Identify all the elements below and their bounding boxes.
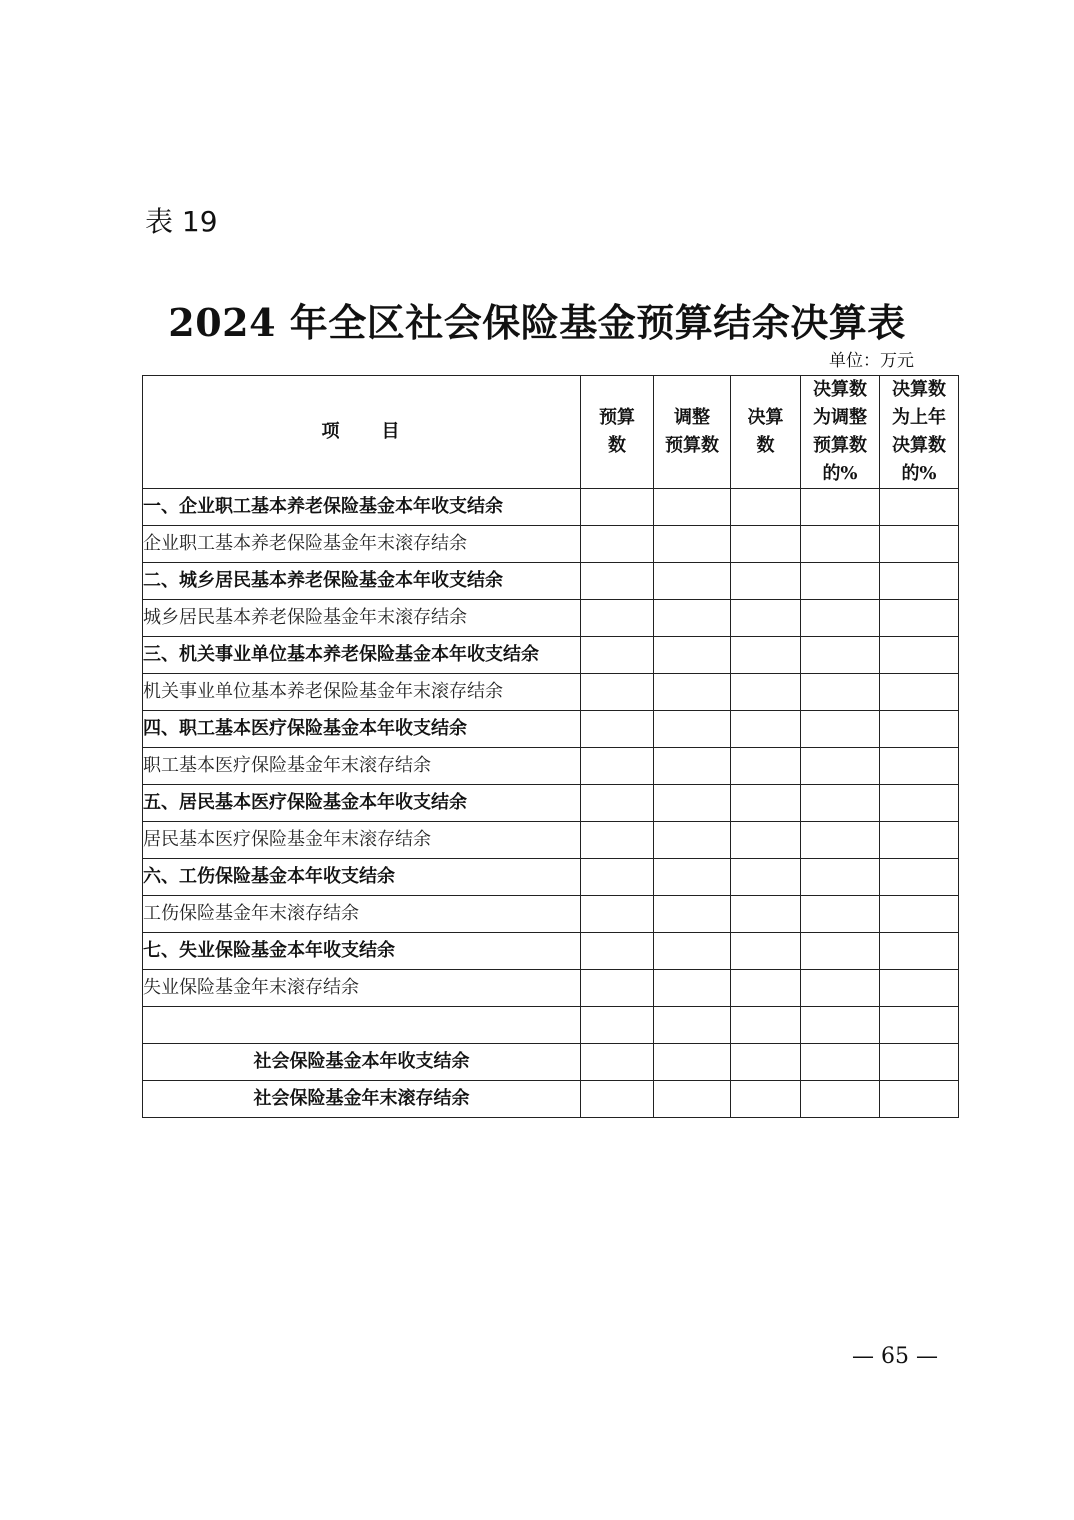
cell-adjusted bbox=[654, 822, 731, 859]
cell-adjusted bbox=[654, 933, 731, 970]
settlement-table bbox=[142, 375, 959, 1118]
row-label: 四、职工基本医疗保险基金本年收支结余 bbox=[143, 711, 581, 748]
cell-adjusted bbox=[654, 1007, 731, 1044]
cell-pct-prev bbox=[880, 933, 959, 970]
cell-pct-adj bbox=[801, 785, 880, 822]
header-pct-adj-line: 的% bbox=[822, 463, 858, 484]
cell-adjusted bbox=[654, 711, 731, 748]
cell-budget bbox=[581, 785, 654, 822]
cell-adjusted bbox=[654, 563, 731, 600]
table-row bbox=[143, 711, 959, 748]
cell-budget bbox=[581, 1007, 654, 1044]
row-label: 六、工伤保险基金本年收支结余 bbox=[143, 859, 581, 896]
header-pct-prev-line: 的% bbox=[901, 463, 937, 484]
cell-pct-prev bbox=[880, 859, 959, 896]
table-row bbox=[143, 489, 959, 526]
cell-pct-prev bbox=[880, 822, 959, 859]
cell-budget bbox=[581, 822, 654, 859]
cell-pct-prev bbox=[880, 1007, 959, 1044]
row-label: 职工基本医疗保险基金年末滚存结余 bbox=[143, 748, 581, 785]
table-row bbox=[143, 822, 959, 859]
row-label: 城乡居民基本养老保险基金年末滚存结余 bbox=[143, 600, 581, 637]
table-row bbox=[143, 526, 959, 563]
cell-adjusted bbox=[654, 600, 731, 637]
cell-pct-adj bbox=[801, 748, 880, 785]
cell-pct-adj bbox=[801, 1044, 880, 1081]
cell-final bbox=[731, 711, 801, 748]
cell-pct-adj bbox=[801, 1081, 880, 1118]
cell-final bbox=[731, 1081, 801, 1118]
cell-budget bbox=[581, 489, 654, 526]
header-budget bbox=[581, 376, 654, 489]
cell-final bbox=[731, 1007, 801, 1044]
cell-final bbox=[731, 822, 801, 859]
cell-pct-adj bbox=[801, 637, 880, 674]
cell-final bbox=[731, 785, 801, 822]
cell-adjusted bbox=[654, 748, 731, 785]
cell-budget bbox=[581, 637, 654, 674]
table-row bbox=[143, 563, 959, 600]
cell-budget bbox=[581, 563, 654, 600]
cell-final bbox=[731, 637, 801, 674]
table-row bbox=[143, 637, 959, 674]
header-final-line: 决算 bbox=[747, 407, 784, 428]
cell-final bbox=[731, 1044, 801, 1081]
cell-pct-prev bbox=[880, 637, 959, 674]
cell-pct-prev bbox=[880, 1081, 959, 1118]
cell-pct-prev bbox=[880, 674, 959, 711]
cell-pct-adj bbox=[801, 859, 880, 896]
cell-pct-prev bbox=[880, 896, 959, 933]
cell-pct-prev bbox=[880, 563, 959, 600]
cell-budget bbox=[581, 600, 654, 637]
cell-budget bbox=[581, 896, 654, 933]
header-pct-of-adjusted bbox=[801, 376, 880, 489]
row-label: 居民基本医疗保险基金年末滚存结余 bbox=[143, 822, 581, 859]
cell-final bbox=[731, 859, 801, 896]
cell-adjusted bbox=[654, 785, 731, 822]
cell-pct-adj bbox=[801, 526, 880, 563]
cell-adjusted bbox=[654, 674, 731, 711]
cell-pct-adj bbox=[801, 711, 880, 748]
cell-adjusted bbox=[654, 526, 731, 563]
table-row bbox=[143, 970, 959, 1007]
cell-pct-prev bbox=[880, 1044, 959, 1081]
cell-final bbox=[731, 748, 801, 785]
table-row bbox=[143, 674, 959, 711]
cell-pct-prev bbox=[880, 970, 959, 1007]
cell-budget bbox=[581, 1044, 654, 1081]
cell-pct-adj bbox=[801, 600, 880, 637]
page-title: 2024 年全区社会保险基金预算结余决算表 bbox=[168, 300, 906, 345]
cell-budget bbox=[581, 711, 654, 748]
header-adjusted-budget bbox=[654, 376, 731, 489]
row-label: 五、居民基本医疗保险基金本年收支结余 bbox=[143, 785, 581, 822]
cell-pct-adj bbox=[801, 563, 880, 600]
table-row-blank bbox=[143, 1007, 959, 1044]
header-item-label: 项 目 bbox=[321, 421, 402, 442]
cell-pct-adj bbox=[801, 674, 880, 711]
header-pct-adj-line: 为调整 bbox=[813, 407, 867, 428]
table-row bbox=[143, 785, 959, 822]
header-item bbox=[143, 376, 581, 489]
table-row bbox=[143, 748, 959, 785]
header-pct-adj-line: 预算数 bbox=[813, 435, 867, 456]
table-row-total bbox=[143, 1081, 959, 1118]
table-row bbox=[143, 896, 959, 933]
cell-pct-adj bbox=[801, 970, 880, 1007]
cell-budget bbox=[581, 748, 654, 785]
row-label: 三、机关事业单位基本养老保险基金本年收支结余 bbox=[143, 637, 581, 674]
row-label bbox=[143, 1007, 581, 1044]
cell-pct-prev bbox=[880, 600, 959, 637]
cell-adjusted bbox=[654, 1081, 731, 1118]
cell-final bbox=[731, 933, 801, 970]
cell-pct-prev bbox=[880, 785, 959, 822]
header-budget-line: 预算 bbox=[599, 407, 635, 428]
cell-final bbox=[731, 896, 801, 933]
table-header-row bbox=[143, 376, 959, 489]
row-label: 企业职工基本养老保险基金年末滚存结余 bbox=[143, 526, 581, 563]
cell-pct-adj bbox=[801, 933, 880, 970]
cell-pct-adj bbox=[801, 822, 880, 859]
header-final-line: 数 bbox=[756, 435, 775, 456]
cell-adjusted bbox=[654, 896, 731, 933]
cell-pct-prev bbox=[880, 526, 959, 563]
cell-adjusted bbox=[654, 489, 731, 526]
cell-final bbox=[731, 563, 801, 600]
row-label: 工伤保险基金年末滚存结余 bbox=[143, 896, 581, 933]
cell-budget bbox=[581, 1081, 654, 1118]
cell-budget bbox=[581, 859, 654, 896]
header-pct-of-prev-year bbox=[880, 376, 959, 489]
cell-adjusted bbox=[654, 637, 731, 674]
header-budget-line: 数 bbox=[608, 435, 626, 456]
row-label: 七、失业保险基金本年收支结余 bbox=[143, 933, 581, 970]
table-row bbox=[143, 859, 959, 896]
header-final bbox=[731, 376, 801, 489]
row-label: 社会保险基金本年收支结余 bbox=[143, 1044, 581, 1081]
cell-pct-prev bbox=[880, 711, 959, 748]
row-label: 二、城乡居民基本养老保险基金本年收支结余 bbox=[143, 563, 581, 600]
header-pct-prev-line: 为上年 bbox=[892, 407, 946, 428]
cell-final bbox=[731, 489, 801, 526]
row-label: 失业保险基金年末滚存结余 bbox=[143, 970, 581, 1007]
table-row-total bbox=[143, 1044, 959, 1081]
cell-pct-adj bbox=[801, 1007, 880, 1044]
header-pct-prev-line: 决算数 bbox=[892, 435, 946, 456]
cell-pct-prev bbox=[880, 489, 959, 526]
row-label: 社会保险基金年末滚存结余 bbox=[143, 1081, 581, 1118]
cell-final bbox=[731, 600, 801, 637]
cell-budget bbox=[581, 933, 654, 970]
cell-budget bbox=[581, 526, 654, 563]
cell-final bbox=[731, 674, 801, 711]
header-pct-prev-line: 决算数 bbox=[892, 379, 946, 400]
cell-adjusted bbox=[654, 1044, 731, 1081]
cell-budget bbox=[581, 970, 654, 1007]
unit-label: 单位：万元 bbox=[829, 351, 914, 371]
page-number: — 65 — bbox=[852, 1344, 938, 1369]
cell-adjusted bbox=[654, 970, 731, 1007]
table-row bbox=[143, 600, 959, 637]
cell-pct-adj bbox=[801, 896, 880, 933]
header-adjusted-line: 预算数 bbox=[665, 435, 719, 456]
cell-adjusted bbox=[654, 859, 731, 896]
table-row bbox=[143, 933, 959, 970]
row-label: 一、企业职工基本养老保险基金本年收支结余 bbox=[143, 489, 581, 526]
header-pct-adj-line: 决算数 bbox=[813, 379, 867, 400]
cell-budget bbox=[581, 674, 654, 711]
header-adjusted-line: 调整 bbox=[674, 407, 710, 428]
cell-final bbox=[731, 970, 801, 1007]
cell-pct-adj bbox=[801, 489, 880, 526]
table-number: 表 19 bbox=[145, 205, 218, 238]
cell-final bbox=[731, 526, 801, 563]
row-label: 机关事业单位基本养老保险基金年末滚存结余 bbox=[143, 674, 581, 711]
cell-pct-prev bbox=[880, 748, 959, 785]
